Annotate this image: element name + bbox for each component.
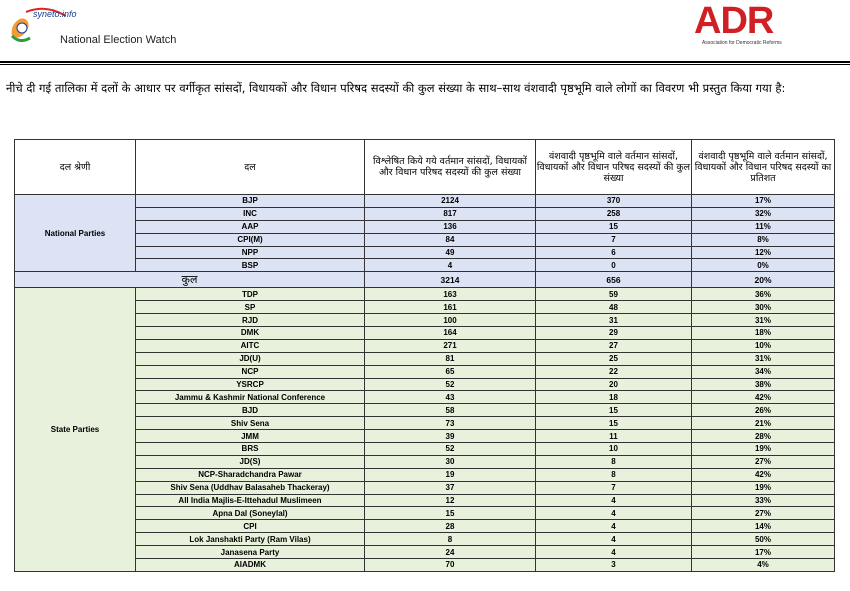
dynastic-percent: 21% [692, 417, 835, 430]
total-analysed: 2124 [365, 195, 536, 208]
table-row [15, 494, 835, 507]
dynastic-count: 27 [536, 339, 692, 352]
total-analysed: 4 [365, 259, 536, 272]
dynastic-percent: 26% [692, 404, 835, 417]
table-row [15, 327, 835, 340]
table-row [15, 352, 835, 365]
table-body [15, 195, 835, 572]
table-row [15, 443, 835, 456]
dynastic-count: 10 [536, 443, 692, 456]
header-party-category: दल श्रेणी [15, 140, 136, 195]
category-state-parties: State Parties [15, 288, 136, 572]
dynastic-count: 25 [536, 352, 692, 365]
adr-logo [694, 0, 814, 48]
party-name: AITC [136, 339, 365, 352]
table-row [15, 468, 835, 481]
party-name: BJD [136, 404, 365, 417]
table-row [15, 546, 835, 559]
total-analysed: 39 [365, 430, 536, 443]
dynastic-count: 7 [536, 233, 692, 246]
table-row [15, 233, 835, 246]
party-name: CPI [136, 520, 365, 533]
party-name: JMM [136, 430, 365, 443]
party-name: AIADMK [136, 559, 365, 572]
total-analysed: 24 [365, 546, 536, 559]
total-dynastic-percent: 20% [692, 272, 835, 288]
total-analysed: 161 [365, 301, 536, 314]
total-analysed: 100 [365, 314, 536, 327]
table-row [15, 314, 835, 327]
header-party: दल [136, 140, 365, 195]
dynastic-percent: 32% [692, 207, 835, 220]
dynastic-percent: 42% [692, 391, 835, 404]
total-analysed: 49 [365, 246, 536, 259]
dynastic-count: 20 [536, 378, 692, 391]
total-analysed: 136 [365, 220, 536, 233]
party-name: All India Majlis-E-Ittehadul Muslimeen [136, 494, 365, 507]
dynastic-count: 8 [536, 455, 692, 468]
dynastic-count: 6 [536, 246, 692, 259]
total-analysed: 164 [365, 327, 536, 340]
dynastic-percent: 33% [692, 494, 835, 507]
dynastic-percent: 18% [692, 327, 835, 340]
dynastic-percent: 12% [692, 246, 835, 259]
party-name: CPI(M) [136, 233, 365, 246]
dynastic-percent: 0% [692, 259, 835, 272]
table-row [15, 507, 835, 520]
table-header-row [15, 140, 835, 195]
dynastic-percent: 27% [692, 507, 835, 520]
header-dynastic-percent: वंशवादी पृष्ठभूमि वाले वर्तमान सांसदों, विधायकों और विधान परिषद सदस्यों का प्रतिशत [692, 140, 835, 195]
dynastic-percent: 14% [692, 520, 835, 533]
party-dynasty-table [14, 139, 835, 572]
table-row [15, 339, 835, 352]
total-analysed: 81 [365, 352, 536, 365]
table-row [15, 378, 835, 391]
dynastic-count: 15 [536, 417, 692, 430]
total-analysed: 3214 [365, 272, 536, 288]
adr-logo-text: ADR [694, 0, 774, 42]
dynastic-count: 15 [536, 404, 692, 417]
national-election-watch-logo [6, 4, 206, 48]
table-row [15, 207, 835, 220]
table-row [15, 220, 835, 233]
total-analysed: 30 [365, 455, 536, 468]
total-analysed: 70 [365, 559, 536, 572]
total-analysed: 12 [365, 494, 536, 507]
party-name: BRS [136, 443, 365, 456]
dynastic-count: 18 [536, 391, 692, 404]
dynastic-percent: 28% [692, 430, 835, 443]
dynastic-count: 8 [536, 468, 692, 481]
dynastic-percent: 50% [692, 533, 835, 546]
dynastic-count: 0 [536, 259, 692, 272]
total-dynastic-count: 656 [536, 272, 692, 288]
dynastic-count: 4 [536, 520, 692, 533]
dynastic-percent: 19% [692, 481, 835, 494]
header-total-analysed: विश्लेषित किये गये वर्तमान सांसदों, विधायकों और विधान परिषद सदस्यों की कुल संख्या [365, 140, 536, 195]
party-name: NCP [136, 365, 365, 378]
total-analysed: 65 [365, 365, 536, 378]
table-row [15, 533, 835, 546]
table-row [15, 288, 835, 301]
dynastic-percent: 34% [692, 365, 835, 378]
dynastic-count: 4 [536, 533, 692, 546]
party-name: Jammu & Kashmir National Conference [136, 391, 365, 404]
dynastic-percent: 17% [692, 195, 835, 208]
dynastic-percent: 30% [692, 301, 835, 314]
table-row [15, 301, 835, 314]
party-name: DMK [136, 327, 365, 340]
total-analysed: 52 [365, 378, 536, 391]
intro-paragraph: नीचे दी गई तालिका में दलों के आधार पर वर्गीकृत सांसदों, विधायकों और विधान परिषद सदस्यों की कुल संख्या के साथ–साथ वंशवादी पृष्ठभूमि वाले लोगों का विवरण भी प्रस्तुत किया गया है: [6, 81, 786, 95]
party-name: BJP [136, 195, 365, 208]
table-row [15, 365, 835, 378]
table-row [15, 404, 835, 417]
category-national-parties: National Parties [15, 195, 136, 272]
total-analysed: 84 [365, 233, 536, 246]
dynastic-count: 11 [536, 430, 692, 443]
dynastic-count: 7 [536, 481, 692, 494]
total-analysed: 37 [365, 481, 536, 494]
total-analysed: 52 [365, 443, 536, 456]
total-analysed: 817 [365, 207, 536, 220]
dynastic-percent: 42% [692, 468, 835, 481]
party-name: NPP [136, 246, 365, 259]
dynastic-count: 4 [536, 507, 692, 520]
syneto-label: syneto.info [33, 9, 77, 19]
party-name: TDP [136, 288, 365, 301]
table-row [15, 455, 835, 468]
table-row [15, 246, 835, 259]
total-analysed: 8 [365, 533, 536, 546]
total-analysed: 19 [365, 468, 536, 481]
dynastic-percent: 17% [692, 546, 835, 559]
total-row [15, 272, 835, 288]
party-name: INC [136, 207, 365, 220]
dynastic-count: 258 [536, 207, 692, 220]
party-name: NCP-Sharadchandra Pawar [136, 468, 365, 481]
dynastic-percent: 19% [692, 443, 835, 456]
dynastic-percent: 10% [692, 339, 835, 352]
party-name: SP [136, 301, 365, 314]
dynastic-percent: 36% [692, 288, 835, 301]
dynastic-count: 15 [536, 220, 692, 233]
dynastic-percent: 31% [692, 314, 835, 327]
total-analysed: 58 [365, 404, 536, 417]
total-analysed: 271 [365, 339, 536, 352]
party-name: Janasena Party [136, 546, 365, 559]
party-name: YSRCP [136, 378, 365, 391]
table-row [15, 481, 835, 494]
table-row [15, 391, 835, 404]
dynastic-count: 4 [536, 546, 692, 559]
dynastic-percent: 8% [692, 233, 835, 246]
dynastic-count: 29 [536, 327, 692, 340]
total-analysed: 28 [365, 520, 536, 533]
party-name: JD(U) [136, 352, 365, 365]
dynastic-count: 48 [536, 301, 692, 314]
total-analysed: 43 [365, 391, 536, 404]
party-name: AAP [136, 220, 365, 233]
table-row [15, 559, 835, 572]
dynastic-percent: 4% [692, 559, 835, 572]
dynastic-count: 31 [536, 314, 692, 327]
dynastic-percent: 27% [692, 455, 835, 468]
total-analysed: 15 [365, 507, 536, 520]
header-divider-thin [0, 64, 850, 65]
party-name: JD(S) [136, 455, 365, 468]
dynastic-count: 4 [536, 494, 692, 507]
dynastic-count: 370 [536, 195, 692, 208]
page-header [0, 0, 850, 56]
dynastic-count: 22 [536, 365, 692, 378]
dynastic-percent: 11% [692, 220, 835, 233]
party-name: Lok Janshakti Party (Ram Vilas) [136, 533, 365, 546]
dynastic-percent: 31% [692, 352, 835, 365]
total-analysed: 163 [365, 288, 536, 301]
total-label: कुल [15, 272, 365, 288]
party-name: RJD [136, 314, 365, 327]
dynastic-count: 3 [536, 559, 692, 572]
party-name: Apna Dal (Soneylal) [136, 507, 365, 520]
total-analysed: 73 [365, 417, 536, 430]
table-row [15, 259, 835, 272]
table-row [15, 430, 835, 443]
dynastic-count: 59 [536, 288, 692, 301]
header-dynastic-count: वंशवादी पृष्ठभूमि वाले वर्तमान सांसदों, विधायकों और विधान परिषद सदस्यों की कुल संख्या [536, 140, 692, 195]
party-name: BSP [136, 259, 365, 272]
table-row [15, 417, 835, 430]
national-election-watch-title: National Election Watch [60, 34, 177, 46]
adr-logo-subtitle: Association for Democratic Reforms [702, 40, 782, 46]
party-name: Shiv Sena (Uddhav Balasaheb Thackeray) [136, 481, 365, 494]
table-row [15, 520, 835, 533]
party-name: Shiv Sena [136, 417, 365, 430]
dynastic-percent: 38% [692, 378, 835, 391]
header-divider [0, 61, 850, 63]
table-row [15, 195, 835, 208]
